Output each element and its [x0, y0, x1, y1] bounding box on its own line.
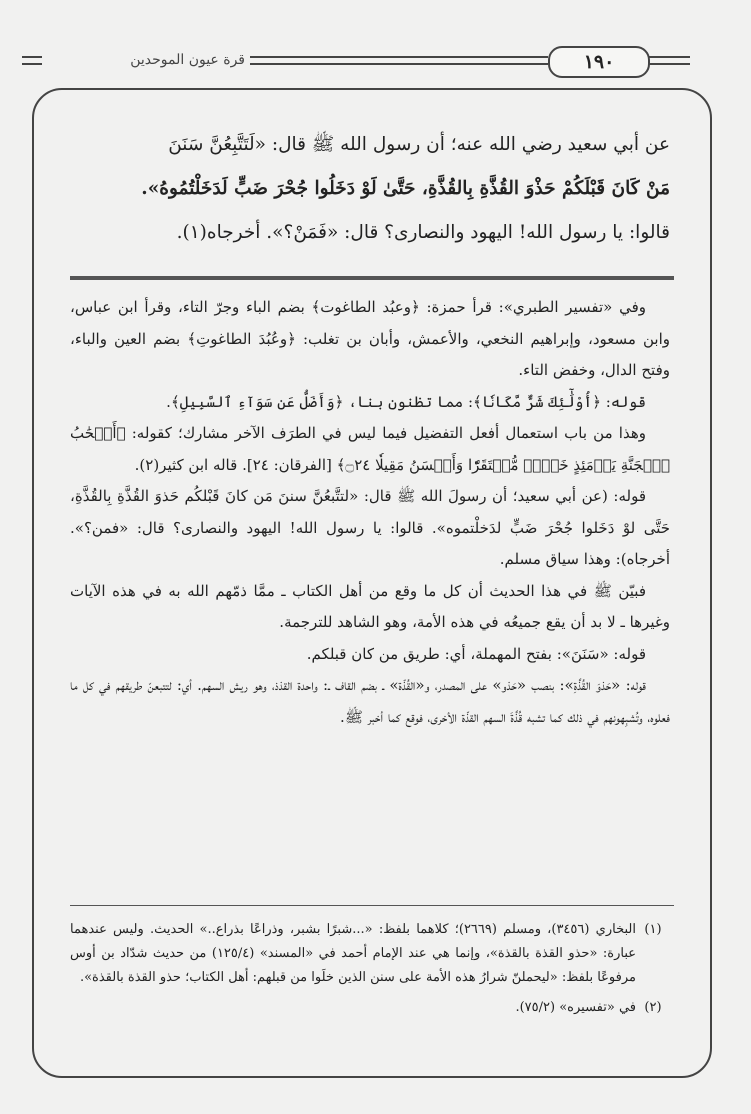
footnote-item — [70, 918, 670, 990]
hadith-text — [70, 123, 670, 255]
commentary-paragraph: فبيّن ﷺ في هذا الحديث أن كل ما وقع من أهل الكتاب ـ ممَّا ذمّهم الله به في هذه الآيات وغيرها ـ لا بد أن يقع جميعُه في هذه الأمة، وهو الشاهد للترجمة. — [70, 581, 670, 631]
hadith-line-3: قالوا: يا رسول الله! اليهود والنصارى؟ قال: «فَمَنْ؟». أخرجاه(١). — [176, 222, 670, 243]
hadith-line-2: مَنْ كَانَ قَبْلَكُمْ حَذْوَ القُذَّةِ بِالقُذَّةِ، حَتَّىٰ لَوْ دَخَلُوا جُحْرَ ضَبٍّ لَدَخَلْتُمُوهُ». — [141, 178, 670, 199]
footnote-item — [70, 996, 670, 1020]
footnote-separator — [70, 905, 674, 906]
hadith-line-1: عن أبي سعيد رضي الله عنه؛ أن رسول الله ﷺ قال: «لَتَتَّبِعُنَّ سَنَنَ — [168, 134, 670, 155]
commentary — [70, 292, 670, 733]
commentary-paragraph: قوله: «سَنَنَ»: بفتح المهملة، أي: طريق من كان قبلكم. — [306, 644, 646, 663]
header-rule-right — [646, 56, 690, 65]
section-separator — [70, 276, 674, 280]
footnotes — [70, 918, 670, 1020]
footnote-number: (٢) — [644, 1000, 662, 1015]
commentary-paragraph: قوله: «حَذوَ القُذَّةِ»: بنصب «حَذو» على المصدر، و«القُذّة» ـ بضم القاف ـ: واحدة القذذ، وهو ريش السهم. أي: لتتبعنّ طريقهم في كل ما فعلوه، وتُشبِهونهم في ذلك كما تشبه قُذَّةَ السهم القذّة الأخرى، فوقع كما أخبر ﷺ. — [70, 676, 670, 726]
commentary-paragraph: وهذا من باب استعمال أفعل التفضيل فيما ليس في الطرَف الآخر مشارك؛ كقوله: ﴿أَصۡحَٰبُ ٱلۡجَنَّةِ يَوۡمَئِذٍ خَيۡرٞ مُّسۡتَقَرّٗا وَأَحۡسَنُ مَقِيلٗا ۝٢٤﴾ [الفرقان: ٢٤]. قاله ابن كثير(٢). — [70, 424, 670, 474]
commentary-paragraph: قوله: (عن أبي سعيد؛ أن رسولَ الله ﷺ قال: «لتتَّبعُنَّ سننَ مَن كانَ قَبْلكُم حَذوَ القُذَّةِ بِالقُذَّةِ، حَتَّى لوْ دَخَلوا جُحْرَ ضَبٍّ لدَخلْتموه». قالوا: يا رسول الله! اليهود والنصارى؟ قال: «فمن؟». أخرجاه): وهذا سياق مسلم. — [70, 487, 670, 568]
footnote-text: البخاري (٣٤٥٦)، ومسلم (٢٦٦٩)؛ كلاهما بلفظ: «...شبرًا بشبر، وذراعًا بذراع..» الحديث. وليس عندهما عبارة: «حذو القذة بالقذة»، وإنما هي عند الإمام أحمد في «المسند» (١٢٥/٤) من حديث شدّاد بن أوس مرفوعًا بلفظ: «ليحملنّ شرارُ هذه الأمة على سنن الذين خلَوا من قبلهم: أهل الكتاب؛ حذو القذة بالقذة». — [70, 922, 637, 985]
header-rule-middle — [250, 56, 548, 65]
commentary-paragraph: وفي «تفسير الطبري»: قرأ حمزة: ﴿وعبُد الطاغوت﴾ بضم الباء وجرّ التاء، وقرأ ابن عباس، وابن مسعود، وإبراهيم النخعي، والأعمش، وأبان بن تغلب: ﴿وعُبُدَ الطاغوتِ﴾ بضم العين والباء، وفتح الدال، وخفض التاء. — [70, 298, 670, 379]
page-number: ١٩٠ — [548, 46, 650, 78]
footnote-number: (١) — [644, 922, 662, 937]
footnote-text: في «تفسيره» (٧٥/٢). — [515, 1000, 636, 1015]
running-title: قرة عيون الموحدين — [130, 52, 245, 68]
header-rule-left — [22, 56, 42, 65]
commentary-paragraph: قوله: ﴿أُوْلَٰٓئِكَ شَرٌّ مَّكَانٗا﴾: مما تظنون بنا، ﴿وَأَضَلُّ عَن سَوَآءِ ٱلسَّبِيلِ﴾. — [166, 392, 646, 411]
